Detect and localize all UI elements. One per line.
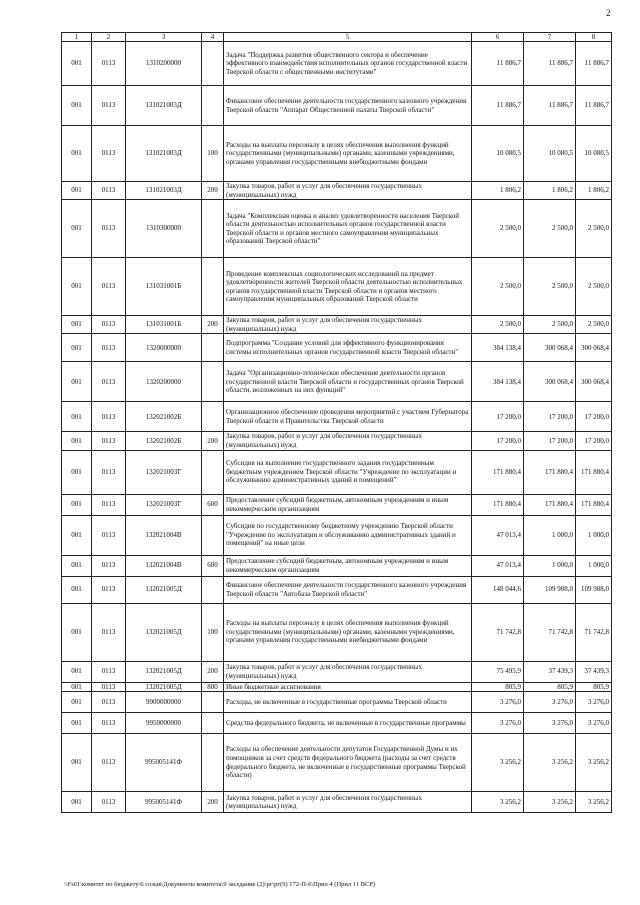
expense-type-cell <box>202 713 224 734</box>
expense-type-cell: 600 <box>202 555 224 576</box>
amount-cell: 11 886,7 <box>524 42 576 86</box>
table-row <box>62 682 612 692</box>
amount-cell: 17 200,0 <box>576 432 612 450</box>
table-row <box>62 555 612 576</box>
amount-cell: 11 886,7 <box>576 86 612 126</box>
expense-type-cell <box>202 86 224 126</box>
header-row <box>62 33 612 42</box>
section-code-cell: 0113 <box>92 126 126 182</box>
amount-cell: 148 044,6 <box>472 576 524 603</box>
table-row <box>62 334 612 362</box>
table-row <box>62 661 612 682</box>
description-cell: Финансовое обеспечение деятельности государственного казенного учреждения Тверской области "Аппарат Общественной палаты Тверской области" <box>224 86 472 126</box>
table-row <box>62 258 612 316</box>
gov-code-cell: 001 <box>62 603 92 661</box>
amount-cell: 1 000,0 <box>524 515 576 555</box>
table-row <box>62 576 612 603</box>
amount-cell: 47 013,4 <box>472 515 524 555</box>
description-cell: Расходы, не включенные в государственные программы Тверской области <box>224 692 472 713</box>
gov-code-cell: 001 <box>62 515 92 555</box>
table-row <box>62 316 612 334</box>
amount-cell: 3 256,2 <box>524 792 576 813</box>
expense-type-cell: 600 <box>202 494 224 515</box>
gov-code-cell: 001 <box>62 692 92 713</box>
expense-type-cell: 200 <box>202 661 224 682</box>
expense-type-cell <box>202 515 224 555</box>
target-article-cell: 132021004В <box>126 515 202 555</box>
expense-type-cell: 200 <box>202 792 224 813</box>
target-article-cell: 132021005Д <box>126 603 202 661</box>
section-code-cell: 0113 <box>92 603 126 661</box>
amount-cell: 71 742,8 <box>472 603 524 661</box>
amount-cell: 2 500,0 <box>524 316 576 334</box>
footer-file-path: \\Fs01\комитет по бюджету\6 созыв\Документы комитета\9 заседание (2)\рг\рг(9) 172-П-6\Прил 4 (Прил 11 ВСР) <box>64 881 376 888</box>
description-cell: Расходы на обеспечение деятельности депутатов Государственной Думы и их помощников за счет средств федерального бюджета (расходы за счет средств федерального бюджета, не включенные в государственные программы Тверской области) <box>224 734 472 792</box>
gov-code-cell: 001 <box>62 555 92 576</box>
expense-type-cell: 200 <box>202 316 224 334</box>
page-number: 2 <box>606 8 611 18</box>
section-code-cell: 0113 <box>92 334 126 362</box>
amount-cell: 300 068,4 <box>576 334 612 362</box>
expense-type-cell <box>202 258 224 316</box>
column-header: 6 <box>472 33 524 42</box>
target-article-cell: 131031001Б <box>126 316 202 334</box>
amount-cell: 384 138,4 <box>472 334 524 362</box>
amount-cell: 17 200,0 <box>472 402 524 432</box>
expense-type-cell <box>202 334 224 362</box>
target-article-cell: 9900000000 <box>126 692 202 713</box>
table-row <box>62 494 612 515</box>
amount-cell: 3 276,0 <box>576 713 612 734</box>
gov-code-cell: 001 <box>62 126 92 182</box>
amount-cell: 2 500,0 <box>576 258 612 316</box>
amount-cell: 3 256,2 <box>576 734 612 792</box>
target-article-cell: 132021005Д <box>126 576 202 603</box>
amount-cell: 3 256,2 <box>524 734 576 792</box>
column-header: 2 <box>92 33 126 42</box>
expense-type-cell <box>202 734 224 792</box>
amount-cell: 3 276,0 <box>576 692 612 713</box>
amount-cell: 2 500,0 <box>472 316 524 334</box>
target-article-cell: 132021002Б <box>126 432 202 450</box>
amount-cell: 10 080,5 <box>524 126 576 182</box>
gov-code-cell: 001 <box>62 200 92 258</box>
gov-code-cell: 001 <box>62 494 92 515</box>
table-body <box>62 33 612 813</box>
amount-cell: 805,9 <box>472 682 524 692</box>
expense-type-cell <box>202 200 224 258</box>
table-row <box>62 362 612 402</box>
amount-cell: 11 886,7 <box>524 86 576 126</box>
table-row <box>62 42 612 86</box>
amount-cell: 300 068,4 <box>524 334 576 362</box>
amount-cell: 1 806,2 <box>576 182 612 200</box>
column-header: 8 <box>576 33 612 42</box>
description-cell: Задача "Поддержка развития общественного сектора и обеспечение эффективного взаимодействия исполнительных органов государственной власти Тверской области с общественными институтами" <box>224 42 472 86</box>
section-code-cell: 0113 <box>92 792 126 813</box>
column-header: 7 <box>524 33 576 42</box>
gov-code-cell: 001 <box>62 362 92 402</box>
target-article-cell: 132021002Б <box>126 402 202 432</box>
section-code-cell: 0113 <box>92 661 126 682</box>
description-cell: Проведение комплексных социологических исследований на предмет удовлетворенности жителей Тверской области деятельностью исполнительных органов государственной власти Тверской области и органов местного самоуправления муниципальных образований Тверской области <box>224 258 472 316</box>
description-cell: Подпрограмма "Создание условий для эффективного функционирования системы исполнительных органов государственной власти Тверской области" <box>224 334 472 362</box>
section-code-cell: 0113 <box>92 362 126 402</box>
amount-cell: 300 068,4 <box>524 362 576 402</box>
gov-code-cell: 001 <box>62 734 92 792</box>
gov-code-cell: 001 <box>62 316 92 334</box>
amount-cell: 11 886,7 <box>472 42 524 86</box>
expense-type-cell <box>202 692 224 713</box>
amount-cell: 2 500,0 <box>576 200 612 258</box>
target-article-cell: 131021003Д <box>126 86 202 126</box>
amount-cell: 171 880,4 <box>576 494 612 515</box>
target-article-cell: 995005141Ф <box>126 792 202 813</box>
amount-cell: 71 742,8 <box>524 603 576 661</box>
expense-type-cell: 100 <box>202 126 224 182</box>
target-article-cell: 132021003Г <box>126 494 202 515</box>
gov-code-cell: 001 <box>62 86 92 126</box>
target-article-cell: 132021003Г <box>126 450 202 494</box>
amount-cell: 1 000,0 <box>576 555 612 576</box>
table-row <box>62 432 612 450</box>
table-row <box>62 86 612 126</box>
gov-code-cell: 001 <box>62 661 92 682</box>
target-article-cell: 131021003Д <box>126 126 202 182</box>
table-row <box>62 450 612 494</box>
table-row <box>62 792 612 813</box>
section-code-cell: 0113 <box>92 682 126 692</box>
amount-cell: 10 080,5 <box>576 126 612 182</box>
amount-cell: 11 886,7 <box>576 42 612 86</box>
target-article-cell: 1320200000 <box>126 362 202 402</box>
amount-cell: 3 256,2 <box>576 792 612 813</box>
amount-cell: 1 000,0 <box>524 555 576 576</box>
description-cell: Закупка товаров, работ и услуг для обеспечения государственных (муниципальных) нужд <box>224 792 472 813</box>
amount-cell: 71 742,8 <box>576 603 612 661</box>
description-cell: Организационное обеспечение проведения мероприятий с участием Губернатора Тверской области и Правительства Тверской области <box>224 402 472 432</box>
amount-cell: 37 439,3 <box>524 661 576 682</box>
amount-cell: 171 880,4 <box>472 494 524 515</box>
target-article-cell: 1310300000 <box>126 200 202 258</box>
description-cell: Финансовое обеспечение деятельности государственного казенного учреждения Тверской области "Автобаза Тверской области" <box>224 576 472 603</box>
description-cell: Закупка товаров, работ и услуг для обеспечения государственных (муниципальных) нужд <box>224 432 472 450</box>
amount-cell: 3 256,2 <box>472 734 524 792</box>
amount-cell: 17 200,0 <box>472 432 524 450</box>
expense-type-cell <box>202 42 224 86</box>
section-code-cell: 0113 <box>92 200 126 258</box>
amount-cell: 3 276,0 <box>524 713 576 734</box>
gov-code-cell: 001 <box>62 713 92 734</box>
amount-cell: 1 806,2 <box>524 182 576 200</box>
target-article-cell: 1320000000 <box>126 334 202 362</box>
amount-cell: 17 200,0 <box>524 432 576 450</box>
gov-code-cell: 001 <box>62 42 92 86</box>
column-header: 5 <box>224 33 472 42</box>
section-code-cell: 0113 <box>92 515 126 555</box>
description-cell: Субсидия на выполнение государственного задания государственным бюджетным учреждением Тверской области "Учреждение по эксплуатации и обслуживанию административных зданий и помещений" <box>224 450 472 494</box>
table-row <box>62 200 612 258</box>
gov-code-cell: 001 <box>62 432 92 450</box>
amount-cell: 2 500,0 <box>576 316 612 334</box>
expense-type-cell: 100 <box>202 603 224 661</box>
amount-cell: 109 988,0 <box>524 576 576 603</box>
amount-cell: 171 880,4 <box>524 494 576 515</box>
amount-cell: 47 013,4 <box>472 555 524 576</box>
expense-type-cell: 200 <box>202 182 224 200</box>
section-code-cell: 0113 <box>92 576 126 603</box>
description-cell: Закупка товаров, работ и услуг для обеспечения государственных (муниципальных) нужд <box>224 661 472 682</box>
column-header: 3 <box>126 33 202 42</box>
gov-code-cell: 001 <box>62 792 92 813</box>
amount-cell: 3 276,0 <box>472 692 524 713</box>
gov-code-cell: 001 <box>62 402 92 432</box>
target-article-cell: 9950000000 <box>126 713 202 734</box>
amount-cell: 75 495,9 <box>472 661 524 682</box>
expense-type-cell: 200 <box>202 432 224 450</box>
amount-cell: 805,9 <box>524 682 576 692</box>
section-code-cell: 0113 <box>92 555 126 576</box>
description-cell: Средства федерального бюджета, не включенные в государственные программы <box>224 713 472 734</box>
description-cell: Иные бюджетные ассигнования <box>224 682 472 692</box>
description-cell: Расходы на выплаты персоналу в целях обеспечения выполнения функций государственными (муниципальными) органами, казенными учреждениями, органами управления государственными внебюджетными фондами <box>224 603 472 661</box>
description-cell: Предоставление субсидий бюджетным, автономным учреждениям и иным некоммерческим организациям <box>224 494 472 515</box>
amount-cell: 300 068,4 <box>576 362 612 402</box>
target-article-cell: 131021003Д <box>126 182 202 200</box>
description-cell: Предоставление субсидий бюджетным, автономным учреждениям и иным некоммерческим организациям <box>224 555 472 576</box>
section-code-cell: 0113 <box>92 42 126 86</box>
description-cell: Задача "Организационно-техническое обеспечение деятельности органов государственной власти Тверской области и государственных органов Тверской области, возложенных на них функций" <box>224 362 472 402</box>
expense-type-cell <box>202 450 224 494</box>
amount-cell: 171 880,4 <box>576 450 612 494</box>
budget-table <box>61 32 612 813</box>
amount-cell: 1 000,0 <box>576 515 612 555</box>
expense-type-cell: 800 <box>202 682 224 692</box>
amount-cell: 3 276,0 <box>472 713 524 734</box>
expense-type-cell <box>202 362 224 402</box>
table-row <box>62 182 612 200</box>
section-code-cell: 0113 <box>92 402 126 432</box>
section-code-cell: 0113 <box>92 734 126 792</box>
description-cell: Закупка товаров, работ и услуг для обеспечения государственных (муниципальных) нужд <box>224 182 472 200</box>
amount-cell: 11 886,7 <box>472 86 524 126</box>
amount-cell: 2 500,0 <box>524 200 576 258</box>
description-cell: Субсидия по государственному бюджетному учреждению Тверской области "Учреждение по эксплуатации и обслуживанию административных зданий и помещений" на иные цели <box>224 515 472 555</box>
section-code-cell: 0113 <box>92 692 126 713</box>
section-code-cell: 0113 <box>92 86 126 126</box>
section-code-cell: 0113 <box>92 316 126 334</box>
amount-cell: 171 880,4 <box>472 450 524 494</box>
amount-cell: 1 806,2 <box>472 182 524 200</box>
section-code-cell: 0113 <box>92 494 126 515</box>
section-code-cell: 0113 <box>92 713 126 734</box>
amount-cell: 171 880,4 <box>524 450 576 494</box>
amount-cell: 2 500,0 <box>472 200 524 258</box>
section-code-cell: 0113 <box>92 182 126 200</box>
amount-cell: 3 256,2 <box>472 792 524 813</box>
target-article-cell: 995005141Ф <box>126 734 202 792</box>
description-cell: Задача "Комплексная оценка и анализ удовлетворенности населения Тверской области деятельностью исполнительных органов государственной власти Тверской области и органов местного самоуправления муниципальных образований Тверской области" <box>224 200 472 258</box>
gov-code-cell: 001 <box>62 682 92 692</box>
table-row <box>62 734 612 792</box>
target-article-cell: 132021005Д <box>126 661 202 682</box>
gov-code-cell: 001 <box>62 182 92 200</box>
table-row <box>62 692 612 713</box>
amount-cell: 17 200,0 <box>524 402 576 432</box>
gov-code-cell: 001 <box>62 450 92 494</box>
target-article-cell: 132021005Д <box>126 682 202 692</box>
amount-cell: 10 080,5 <box>472 126 524 182</box>
amount-cell: 2 500,0 <box>472 258 524 316</box>
amount-cell: 384 138,4 <box>472 362 524 402</box>
table-row <box>62 603 612 661</box>
gov-code-cell: 001 <box>62 334 92 362</box>
expense-type-cell <box>202 576 224 603</box>
section-code-cell: 0113 <box>92 432 126 450</box>
target-article-cell: 1310200000 <box>126 42 202 86</box>
description-cell: Расходы на выплаты персоналу в целях обеспечения выполнения функций государственными (муниципальными) органами, казенными учреждениями, органами управления государственными внебюджетными фондами <box>224 126 472 182</box>
section-code-cell: 0113 <box>92 258 126 316</box>
gov-code-cell: 001 <box>62 576 92 603</box>
target-article-cell: 131031001Б <box>126 258 202 316</box>
amount-cell: 109 988,0 <box>576 576 612 603</box>
amount-cell: 805,9 <box>576 682 612 692</box>
description-cell: Закупка товаров, работ и услуг для обеспечения государственных (муниципальных) нужд <box>224 316 472 334</box>
section-code-cell: 0113 <box>92 450 126 494</box>
target-article-cell: 132021004В <box>126 555 202 576</box>
table-row <box>62 402 612 432</box>
table-row <box>62 713 612 734</box>
column-header: 4 <box>202 33 224 42</box>
column-header: 1 <box>62 33 92 42</box>
amount-cell: 2 500,0 <box>524 258 576 316</box>
table-row <box>62 126 612 182</box>
amount-cell: 17 200,0 <box>576 402 612 432</box>
expense-type-cell <box>202 402 224 432</box>
amount-cell: 3 276,0 <box>524 692 576 713</box>
table-row <box>62 515 612 555</box>
gov-code-cell: 001 <box>62 258 92 316</box>
amount-cell: 37 439,3 <box>576 661 612 682</box>
